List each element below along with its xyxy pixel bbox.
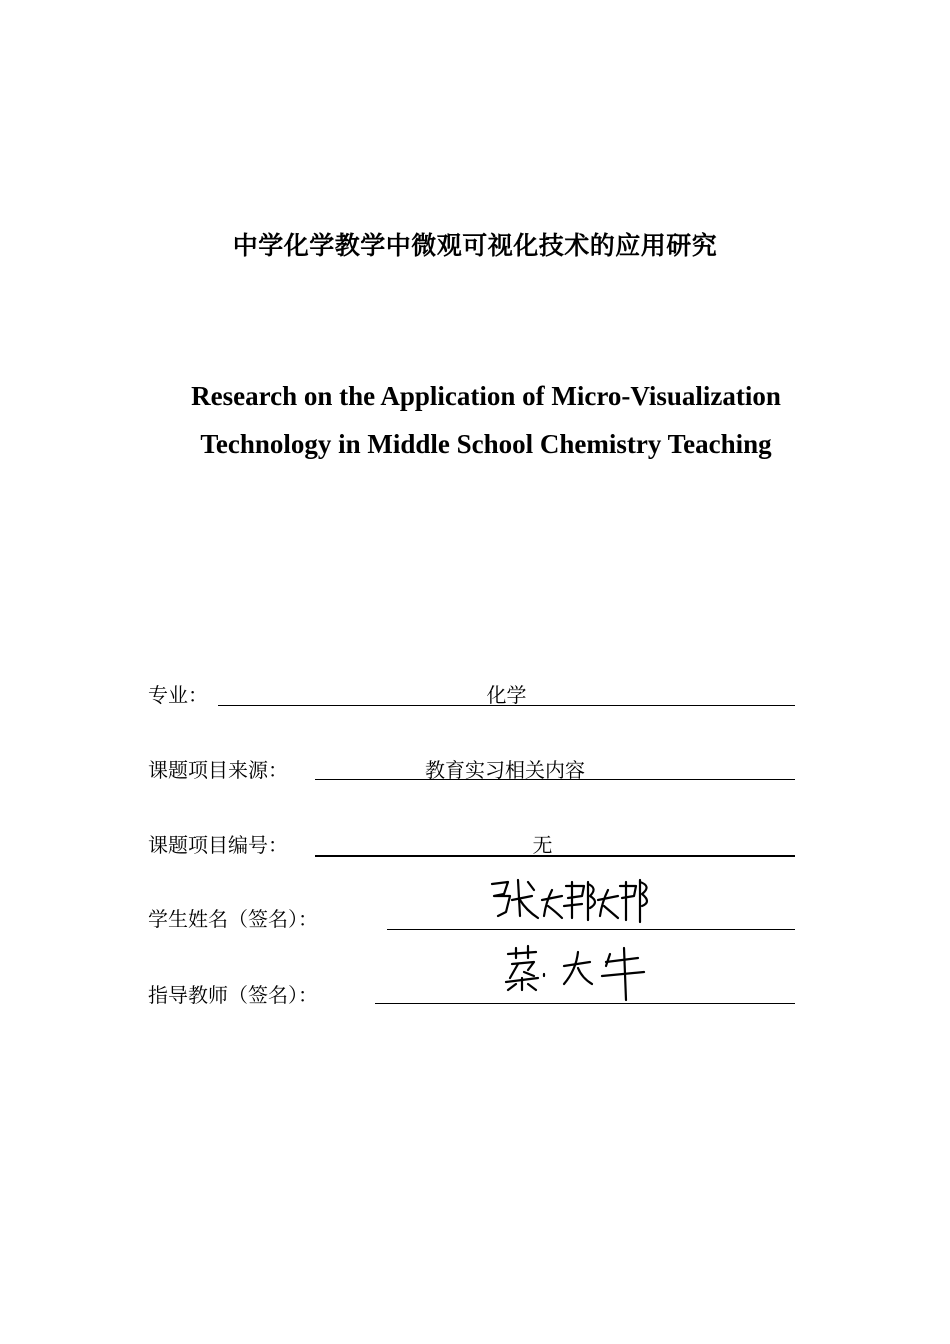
student-signature: [480, 872, 660, 932]
student-signature-label: 学生姓名（签名）：: [148, 907, 318, 931]
major-label: 专业：: [148, 683, 208, 707]
major-underline: [218, 705, 795, 706]
advisor-signature: [498, 940, 658, 1004]
major-value: 化学: [486, 683, 527, 707]
advisor-signature-underline: [375, 1003, 795, 1004]
project-source-underline: [315, 779, 795, 780]
english-title-line-2: Technology in Middle School Chemistry Teaching: [200, 429, 772, 459]
english-title: [0, 372, 950, 468]
chinese-title: 中学化学教学中微观可视化技术的应用研究: [232, 231, 718, 260]
project-number-underline: [315, 855, 795, 857]
project-number-label: 课题项目编号：: [148, 833, 288, 857]
project-source-label: 课题项目来源：: [148, 758, 288, 782]
project-source-value: 教育实习相关内容: [425, 758, 585, 782]
project-number-value: 无: [532, 833, 553, 857]
english-title-line-1: Research on the Application of Micro-Visualization: [191, 381, 781, 411]
advisor-signature-label: 指导教师（签名）：: [148, 983, 318, 1007]
student-signature-underline: [387, 929, 795, 930]
